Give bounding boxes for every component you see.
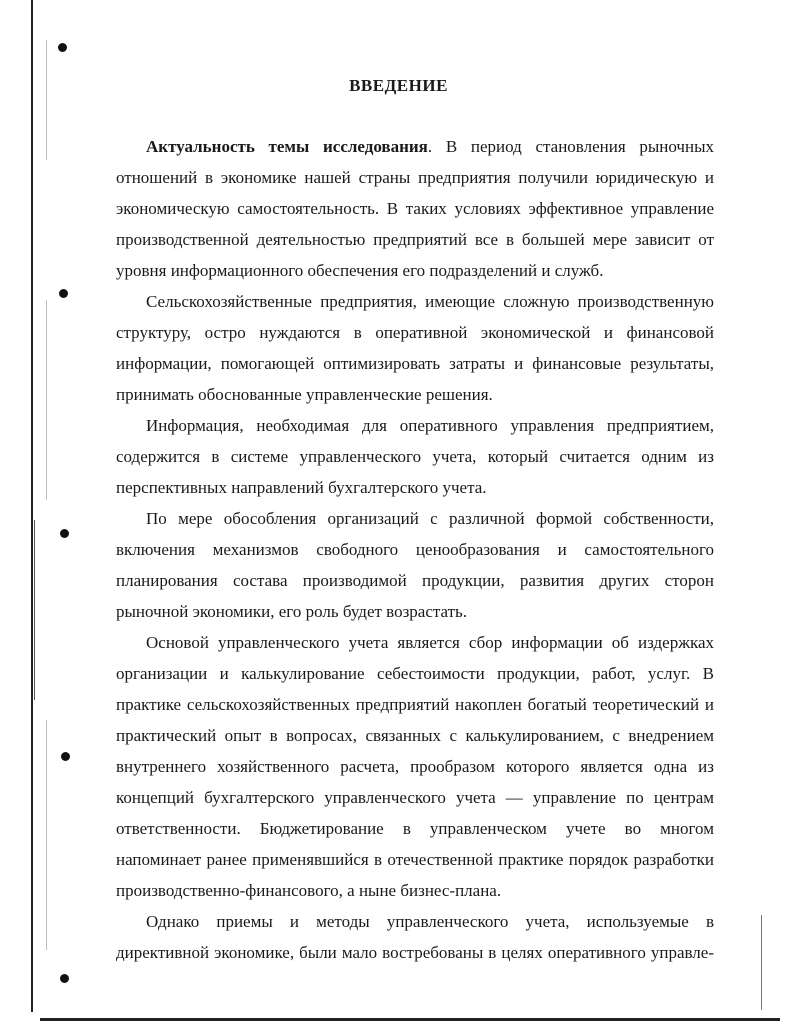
body-text	[116, 131, 714, 968]
binder-hole	[59, 289, 68, 298]
paragraph-6: Однако приемы и методы управленческого учета, используемые в директивной экономике, были мало востребованы в целях оперативного управле-	[116, 912, 714, 962]
paragraph-5: Основой управленческого учета является сбор информации об издержках организации и калькулирование себестоимости продукции, работ, услуг. В практике сельскохозяйственных предприятий накоплен богатый теоретический и практический опыт в вопросах, связанных с калькулированием, с внедрением внутреннего хозяйственного расчета, прообразом которого является одна из концепций бухгалтерского управленческого учета — управление по центрам ответственности. Бюджетирование в управленческом учете во многом напоминает ранее применявшийся в отечественной практике порядок разработки производственно-финансового, а ныне бизнес-плана.	[116, 633, 714, 900]
paragraph-2: Сельскохозяйственные предприятия, имеющие сложную производственную структуру, остро нуждаются в оперативной экономической и финансовой информации, помогающей оптимизировать затраты и финансовые результаты, принимать обоснованные управленческие решения.	[116, 292, 714, 404]
lead-phrase: Актуальность темы исследования	[146, 137, 428, 156]
scan-left-edge	[31, 0, 33, 1012]
paragraph-1	[116, 131, 714, 286]
scan-speckle-line	[46, 300, 47, 500]
binder-hole	[60, 529, 69, 538]
scan-speckle-line	[46, 40, 47, 160]
paragraph-4: По мере обособления организаций с различной формой собственности, включения механизмов свободного ценообразования и самостоятельного планирования состава производимой продукции, развития других сторон рыночной экономики, его роль будет возрастать.	[116, 509, 714, 621]
binder-hole	[58, 43, 67, 52]
paragraph-text: . В период становления рыночных отношений в экономике нашей страны предприятия получили юридическую и экономическую самостоятельность. В таких условиях эффективное управление производственной деятельностью предприятий все в большей мере зависит от уровня информационного обеспечения его подразделений и служб.	[116, 137, 714, 280]
binder-hole	[60, 974, 69, 983]
scan-bottom-edge	[40, 1018, 780, 1021]
scan-speckle-line	[46, 720, 47, 950]
scan-left-edge-secondary	[34, 520, 35, 700]
paragraph-3: Информация, необходимая для оперативного управления предприятием, содержится в системе управленческого учета, который считается одним из перспективных направлений бухгалтерского учета.	[116, 416, 714, 497]
binder-hole	[61, 752, 70, 761]
page-title: ВВЕДЕНИЕ	[349, 76, 448, 95]
scan-right-mark	[761, 915, 762, 1010]
